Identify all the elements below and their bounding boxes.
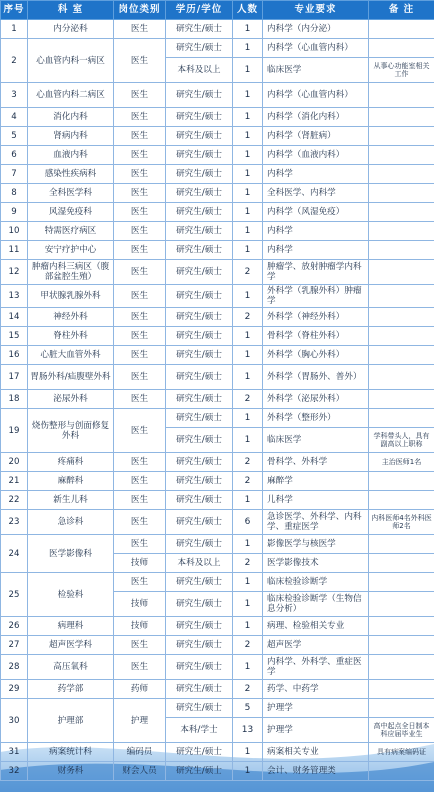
cell-education: 研究生/硕士	[166, 260, 233, 285]
cell-remark	[369, 390, 434, 409]
cell-major: 外科学（泌尿外科）	[263, 390, 369, 409]
cell-major: 内科学（风湿免疫）	[263, 203, 369, 222]
cell-major: 肿瘤学、放射肿瘤学内科学	[263, 260, 369, 285]
cell-education: 研究生/硕士	[166, 699, 233, 718]
cell-remark	[369, 203, 434, 222]
cell-major: 外科学（整形外）	[263, 409, 369, 428]
cell-index: 13	[1, 285, 28, 308]
cell-remark	[369, 39, 434, 58]
cell-remark	[369, 472, 434, 491]
table-row	[1, 472, 434, 491]
table-row	[1, 127, 434, 146]
cell-education: 研究生/硕士	[166, 510, 233, 535]
cell-department: 心血管内科一病区	[28, 39, 114, 83]
cell-index: 16	[1, 346, 28, 365]
cell-department: 肿瘤内科三病区（腹部盆腔生殖）	[28, 260, 114, 285]
cell-count: 2	[233, 554, 263, 573]
cell-major: 病理、检验相关专业	[263, 617, 369, 636]
cell-count: 1	[233, 346, 263, 365]
cell-major: 临床医学	[263, 428, 369, 453]
cell-position: 医生	[114, 127, 166, 146]
table-row	[1, 20, 434, 39]
cell-remark	[369, 83, 434, 108]
table-row	[1, 260, 434, 285]
cell-education: 研究生/硕士	[166, 365, 233, 390]
table-row	[1, 617, 434, 636]
cell-major: 超声医学	[263, 636, 369, 655]
cell-remark	[369, 222, 434, 241]
cell-position: 医生	[114, 260, 166, 285]
cell-position: 医生	[114, 655, 166, 680]
cell-major: 急诊医学、外科学、内科学、重症医学	[263, 510, 369, 535]
cell-remark	[369, 108, 434, 127]
cell-remark	[369, 409, 434, 428]
cell-major: 内科学（心血管内科）	[263, 83, 369, 108]
cell-education: 研究生/硕士	[166, 165, 233, 184]
cell-position: 技师	[114, 617, 166, 636]
cell-major: 药学、中药学	[263, 680, 369, 699]
cell-department: 急诊科	[28, 510, 114, 535]
table-row	[1, 346, 434, 365]
cell-department: 药学部	[28, 680, 114, 699]
cell-department: 特需医疗病区	[28, 222, 114, 241]
cell-remark: 学科带头人，具有副高以上职称	[369, 428, 434, 453]
cell-remark	[369, 327, 434, 346]
cell-department: 财务科	[28, 762, 114, 781]
cell-department: 风湿免疫科	[28, 203, 114, 222]
cell-education: 研究生/硕士	[166, 617, 233, 636]
cell-count: 1	[233, 146, 263, 165]
cell-index: 7	[1, 165, 28, 184]
cell-remark	[369, 762, 434, 781]
cell-department: 神经外科	[28, 308, 114, 327]
cell-major: 全科医学、内科学	[263, 184, 369, 203]
cell-education: 研究生/硕士	[166, 184, 233, 203]
table-row	[1, 680, 434, 699]
cell-remark	[369, 146, 434, 165]
header-major: 专业要求	[263, 1, 369, 20]
cell-index: 22	[1, 491, 28, 510]
cell-count: 1	[233, 428, 263, 453]
cell-count: 1	[233, 20, 263, 39]
cell-education: 研究生/硕士	[166, 535, 233, 554]
cell-major: 内科学（消化内科）	[263, 108, 369, 127]
cell-remark	[369, 20, 434, 39]
table-row	[1, 655, 434, 680]
cell-education: 研究生/硕士	[166, 308, 233, 327]
cell-major: 临床检验诊断学	[263, 573, 369, 592]
cell-department: 护理部	[28, 699, 114, 743]
cell-remark	[369, 699, 434, 718]
cell-education: 研究生/硕士	[166, 285, 233, 308]
table-row	[1, 146, 434, 165]
table-row	[1, 409, 434, 428]
cell-position: 医生	[114, 327, 166, 346]
cell-position: 药师	[114, 680, 166, 699]
cell-department: 心脏大血管外科	[28, 346, 114, 365]
cell-index: 20	[1, 453, 28, 472]
cell-education: 研究生/硕士	[166, 472, 233, 491]
cell-major: 病案相关专业	[263, 743, 369, 762]
cell-position: 医生	[114, 108, 166, 127]
cell-count: 2	[233, 260, 263, 285]
cell-index: 3	[1, 83, 28, 108]
cell-education: 研究生/硕士	[166, 20, 233, 39]
cell-remark	[369, 165, 434, 184]
cell-major: 内科学（肾脏病）	[263, 127, 369, 146]
table-row	[1, 762, 434, 781]
cell-remark	[369, 184, 434, 203]
table-row	[1, 699, 434, 718]
cell-education: 研究生/硕士	[166, 203, 233, 222]
cell-major: 医学影像技术	[263, 554, 369, 573]
cell-count: 1	[233, 222, 263, 241]
cell-index: 21	[1, 472, 28, 491]
cell-major: 影像医学与核医学	[263, 535, 369, 554]
cell-remark	[369, 285, 434, 308]
cell-education: 研究生/硕士	[166, 39, 233, 58]
cell-remark	[369, 241, 434, 260]
cell-count: 1	[233, 409, 263, 428]
cell-count: 1	[233, 241, 263, 260]
cell-index: 28	[1, 655, 28, 680]
cell-department: 安宁疗护中心	[28, 241, 114, 260]
cell-position: 医生	[114, 39, 166, 83]
cell-position: 医生	[114, 472, 166, 491]
cell-count: 1	[233, 743, 263, 762]
table-row	[1, 241, 434, 260]
cell-department: 医学影像科	[28, 535, 114, 573]
cell-education: 研究生/硕士	[166, 346, 233, 365]
cell-position: 医生	[114, 222, 166, 241]
cell-department: 泌尿外科	[28, 390, 114, 409]
cell-remark	[369, 636, 434, 655]
cell-index: 15	[1, 327, 28, 346]
cell-major: 临床医学	[263, 58, 369, 83]
cell-index: 18	[1, 390, 28, 409]
cell-index: 10	[1, 222, 28, 241]
cell-department: 烧伤整形与创面修复外科	[28, 409, 114, 453]
cell-count: 2	[233, 472, 263, 491]
cell-index: 25	[1, 573, 28, 617]
cell-remark	[369, 592, 434, 617]
cell-count: 1	[233, 203, 263, 222]
cell-count: 1	[233, 365, 263, 390]
cell-department: 血液内科	[28, 146, 114, 165]
cell-index: 26	[1, 617, 28, 636]
cell-count: 1	[233, 573, 263, 592]
cell-position: 编码员	[114, 743, 166, 762]
header-education: 学历/学位	[166, 1, 233, 20]
cell-position: 护理	[114, 699, 166, 743]
cell-count: 1	[233, 127, 263, 146]
cell-education: 研究生/硕士	[166, 222, 233, 241]
table-row	[1, 743, 434, 762]
cell-education: 研究生/硕士	[166, 680, 233, 699]
cell-major: 内科学（内分泌）	[263, 20, 369, 39]
cell-department: 高压氧科	[28, 655, 114, 680]
cell-count: 1	[233, 83, 263, 108]
cell-position: 医生	[114, 184, 166, 203]
cell-position: 医生	[114, 346, 166, 365]
cell-department: 检验科	[28, 573, 114, 617]
cell-department: 感染性疾病科	[28, 165, 114, 184]
cell-major: 外科学（胸心外科）	[263, 346, 369, 365]
cell-education: 本科及以上	[166, 58, 233, 83]
cell-index: 2	[1, 39, 28, 83]
cell-major: 外科学（乳腺外科）肿瘤学	[263, 285, 369, 308]
cell-education: 研究生/硕士	[166, 390, 233, 409]
cell-remark	[369, 365, 434, 390]
cell-index: 29	[1, 680, 28, 699]
cell-count: 2	[233, 390, 263, 409]
cell-education: 本科/学士	[166, 718, 233, 743]
header-remark: 备 注	[369, 1, 434, 20]
cell-index: 11	[1, 241, 28, 260]
cell-index: 14	[1, 308, 28, 327]
cell-department: 疼痛科	[28, 453, 114, 472]
cell-remark	[369, 573, 434, 592]
cell-department: 病案统计科	[28, 743, 114, 762]
cell-major: 临床检验诊断学（生物信息分析）	[263, 592, 369, 617]
cell-remark: 主治医师1名	[369, 453, 434, 472]
cell-remark	[369, 127, 434, 146]
cell-count: 1	[233, 165, 263, 184]
cell-remark	[369, 260, 434, 285]
cell-education: 研究生/硕士	[166, 327, 233, 346]
cell-position: 医生	[114, 146, 166, 165]
cell-position: 医生	[114, 83, 166, 108]
cell-count: 2	[233, 680, 263, 699]
cell-major: 内科学	[263, 222, 369, 241]
cell-count: 1	[233, 285, 263, 308]
cell-major: 外科学（神经外科）	[263, 308, 369, 327]
cell-remark	[369, 491, 434, 510]
cell-major: 外科学（胃肠外、普外）	[263, 365, 369, 390]
cell-major: 内科学（血液内科）	[263, 146, 369, 165]
cell-position: 医生	[114, 510, 166, 535]
cell-education: 研究生/硕士	[166, 241, 233, 260]
table-row	[1, 203, 434, 222]
cell-position: 技师	[114, 592, 166, 617]
cell-major: 儿科学	[263, 491, 369, 510]
cell-count: 1	[233, 617, 263, 636]
cell-index: 1	[1, 20, 28, 39]
cell-count: 1	[233, 184, 263, 203]
cell-count: 6	[233, 510, 263, 535]
cell-major: 内科学、外科学、重症医学	[263, 655, 369, 680]
cell-major: 骨科学、外科学	[263, 453, 369, 472]
cell-remark	[369, 308, 434, 327]
cell-education: 研究生/硕士	[166, 108, 233, 127]
cell-count: 1	[233, 655, 263, 680]
cell-position: 医生	[114, 308, 166, 327]
cell-index: 12	[1, 260, 28, 285]
cell-position: 医生	[114, 573, 166, 592]
cell-education: 研究生/硕士	[166, 83, 233, 108]
cell-position: 医生	[114, 285, 166, 308]
cell-department: 消化内科	[28, 108, 114, 127]
table-row	[1, 390, 434, 409]
table-header-row	[1, 1, 434, 20]
cell-position: 医生	[114, 409, 166, 453]
cell-education: 研究生/硕士	[166, 146, 233, 165]
cell-position: 财会人员	[114, 762, 166, 781]
table-row	[1, 285, 434, 308]
cell-position: 医生	[114, 165, 166, 184]
table-row	[1, 636, 434, 655]
cell-education: 研究生/硕士	[166, 636, 233, 655]
cell-education: 研究生/硕士	[166, 573, 233, 592]
cell-education: 本科及以上	[166, 554, 233, 573]
cell-department: 肾病内科	[28, 127, 114, 146]
header-count: 人数	[233, 1, 263, 20]
cell-education: 研究生/硕士	[166, 762, 233, 781]
cell-department: 麻醉科	[28, 472, 114, 491]
cell-remark	[369, 617, 434, 636]
cell-department: 甲状腺乳腺外科	[28, 285, 114, 308]
cell-position: 医生	[114, 636, 166, 655]
cell-position: 技师	[114, 554, 166, 573]
cell-remark	[369, 655, 434, 680]
table-row	[1, 184, 434, 203]
table-row	[1, 510, 434, 535]
cell-index: 23	[1, 510, 28, 535]
cell-department: 内分泌科	[28, 20, 114, 39]
cell-index: 24	[1, 535, 28, 573]
cell-major: 内科学	[263, 241, 369, 260]
cell-education: 研究生/硕士	[166, 743, 233, 762]
cell-remark: 具有病案编码证	[369, 743, 434, 762]
cell-position: 医生	[114, 491, 166, 510]
header-department: 科 室	[28, 1, 114, 20]
cell-remark: 内科医师4名外科医师2名	[369, 510, 434, 535]
cell-count: 1	[233, 535, 263, 554]
table-row	[1, 327, 434, 346]
cell-position: 医生	[114, 203, 166, 222]
cell-index: 19	[1, 409, 28, 453]
table-row	[1, 365, 434, 390]
cell-department: 超声医学科	[28, 636, 114, 655]
table-row	[1, 308, 434, 327]
cell-major: 护理学	[263, 699, 369, 718]
cell-education: 研究生/硕士	[166, 491, 233, 510]
cell-major: 麻醉学	[263, 472, 369, 491]
cell-major: 内科学（心血管内科）	[263, 39, 369, 58]
cell-count: 1	[233, 592, 263, 617]
cell-count: 2	[233, 453, 263, 472]
cell-position: 医生	[114, 390, 166, 409]
cell-department: 胃肠外科/疝腹壁外科	[28, 365, 114, 390]
table-row	[1, 535, 434, 554]
cell-index: 27	[1, 636, 28, 655]
cell-index: 8	[1, 184, 28, 203]
table-row	[1, 83, 434, 108]
cell-count: 1	[233, 327, 263, 346]
table-row	[1, 39, 434, 58]
cell-position: 医生	[114, 20, 166, 39]
cell-remark	[369, 346, 434, 365]
cell-remark: 从事心功能室相关工作	[369, 58, 434, 83]
cell-count: 1	[233, 491, 263, 510]
cell-remark	[369, 554, 434, 573]
cell-education: 研究生/硕士	[166, 453, 233, 472]
table-row	[1, 108, 434, 127]
cell-count: 1	[233, 762, 263, 781]
cell-index: 17	[1, 365, 28, 390]
table-row	[1, 573, 434, 592]
cell-position: 医生	[114, 535, 166, 554]
cell-index: 32	[1, 762, 28, 781]
cell-count: 2	[233, 636, 263, 655]
cell-education: 研究生/硕士	[166, 428, 233, 453]
cell-major: 护理学	[263, 718, 369, 743]
cell-major: 骨科学（脊柱外科）	[263, 327, 369, 346]
cell-position: 医生	[114, 453, 166, 472]
cell-index: 30	[1, 699, 28, 743]
cell-remark	[369, 680, 434, 699]
cell-index: 5	[1, 127, 28, 146]
cell-index: 6	[1, 146, 28, 165]
cell-count: 1	[233, 58, 263, 83]
cell-major: 会计、财务管理类	[263, 762, 369, 781]
table-row	[1, 491, 434, 510]
cell-department: 全科医学科	[28, 184, 114, 203]
cell-position: 医生	[114, 365, 166, 390]
table-row	[1, 222, 434, 241]
cell-remark	[369, 535, 434, 554]
cell-department: 脊柱外科	[28, 327, 114, 346]
cell-count: 1	[233, 108, 263, 127]
cell-position: 医生	[114, 241, 166, 260]
cell-count: 5	[233, 699, 263, 718]
header-position-type: 岗位类别	[114, 1, 166, 20]
cell-index: 9	[1, 203, 28, 222]
cell-department: 新生儿科	[28, 491, 114, 510]
table-row	[1, 453, 434, 472]
cell-education: 研究生/硕士	[166, 409, 233, 428]
header-index: 序号	[1, 1, 28, 20]
table-row	[1, 165, 434, 184]
cell-count: 13	[233, 718, 263, 743]
cell-remark: 高中起点全日制本科应届毕业生	[369, 718, 434, 743]
cell-department: 病理科	[28, 617, 114, 636]
cell-count: 2	[233, 308, 263, 327]
cell-department: 心血管内科二病区	[28, 83, 114, 108]
cell-education: 研究生/硕士	[166, 655, 233, 680]
cell-index: 4	[1, 108, 28, 127]
cell-education: 研究生/硕士	[166, 127, 233, 146]
cell-major: 内科学	[263, 165, 369, 184]
cell-index: 31	[1, 743, 28, 762]
cell-education: 研究生/硕士	[166, 592, 233, 617]
cell-count: 1	[233, 39, 263, 58]
